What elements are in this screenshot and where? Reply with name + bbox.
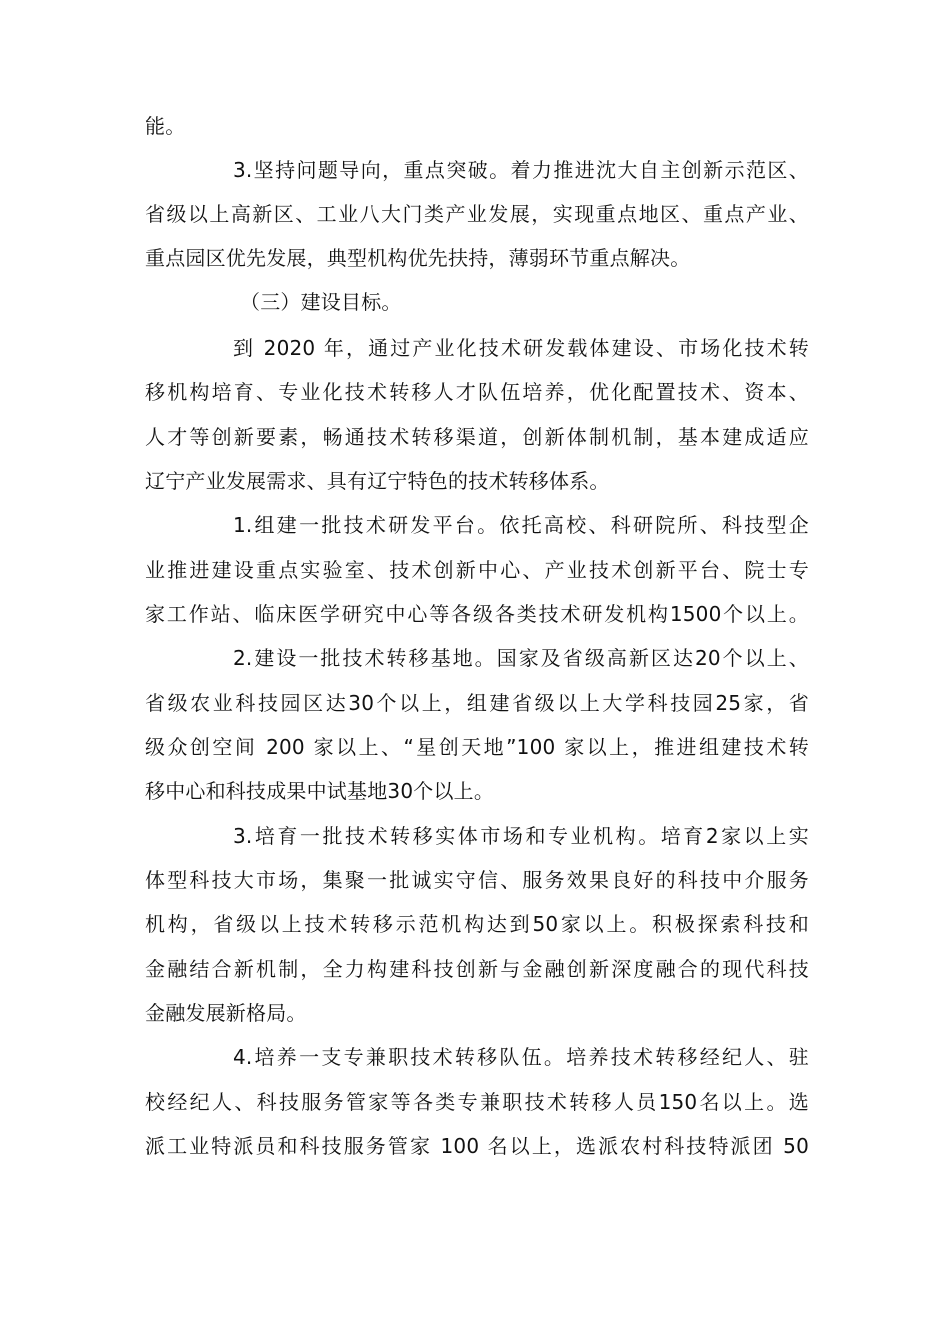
text-line: 3.培育一批技术转移实体市场和专业机构。培育2家以上实: [233, 824, 809, 848]
text-line: 级众创空间 200 家以上、“星创天地”100 家以上，推进组建技术转: [145, 735, 809, 759]
text-line: 辽宁产业发展需求、具有辽宁特色的技术转移体系。: [145, 469, 610, 493]
text-line: 移机构培育、专业化技术转移人才队伍培养，优化配置技术、资本、: [145, 380, 809, 404]
text-line: 校经纪人、科技服务管家等各类专兼职技术转移人员150名以上。选: [145, 1090, 809, 1114]
text-line: 4.培养一支专兼职技术转移队伍。培养技术转移经纪人、驻: [233, 1045, 809, 1069]
text-line: 人才等创新要素，畅通技术转移渠道，创新体制机制，基本建成适应: [145, 425, 809, 449]
text-line: 到 2020 年，通过产业化技术研发载体建设、市场化技术转: [233, 336, 809, 360]
section-heading: （三）建设目标。: [240, 290, 402, 314]
text-line: 体型科技大市场，集聚一批诚实守信、服务效果良好的科技中介服务: [145, 868, 809, 892]
text-line: 1.组建一批技术研发平台。依托高校、科研院所、科技型企: [233, 513, 809, 537]
text-line: 省级农业科技园区达30个以上，组建省级以上大学科技园25家，省: [145, 691, 809, 715]
text-line: 2.建设一批技术转移基地。国家及省级高新区达20个以上、: [233, 646, 809, 670]
text-line: 金融发展新格局。: [145, 1001, 307, 1025]
text-line: 重点园区优先发展，典型机构优先扶持，薄弱环节重点解决。: [145, 246, 691, 270]
text-line: 移中心和科技成果中试基地30个以上。: [145, 779, 495, 803]
text-line: 金融结合新机制，全力构建科技创新与金融创新深度融合的现代科技: [145, 957, 809, 981]
text-line: 机构，省级以上技术转移示范机构达到50家以上。积极探索科技和: [145, 912, 809, 936]
text-line: 派工业特派员和科技服务管家 100 名以上，选派农村科技特派团 50: [145, 1134, 809, 1158]
text-line: 省级以上高新区、工业八大门类产业发展，实现重点地区、重点产业、: [145, 202, 809, 226]
text-line: 业推进建设重点实验室、技术创新中心、产业技术创新平台、院士专: [145, 558, 809, 582]
text-line: 家工作站、临床医学研究中心等各级各类技术研发机构1500个以上。: [145, 602, 809, 626]
text-line: 能。: [145, 114, 186, 138]
text-line: 3.坚持问题导向，重点突破。着力推进沈大自主创新示范区、: [233, 158, 809, 182]
